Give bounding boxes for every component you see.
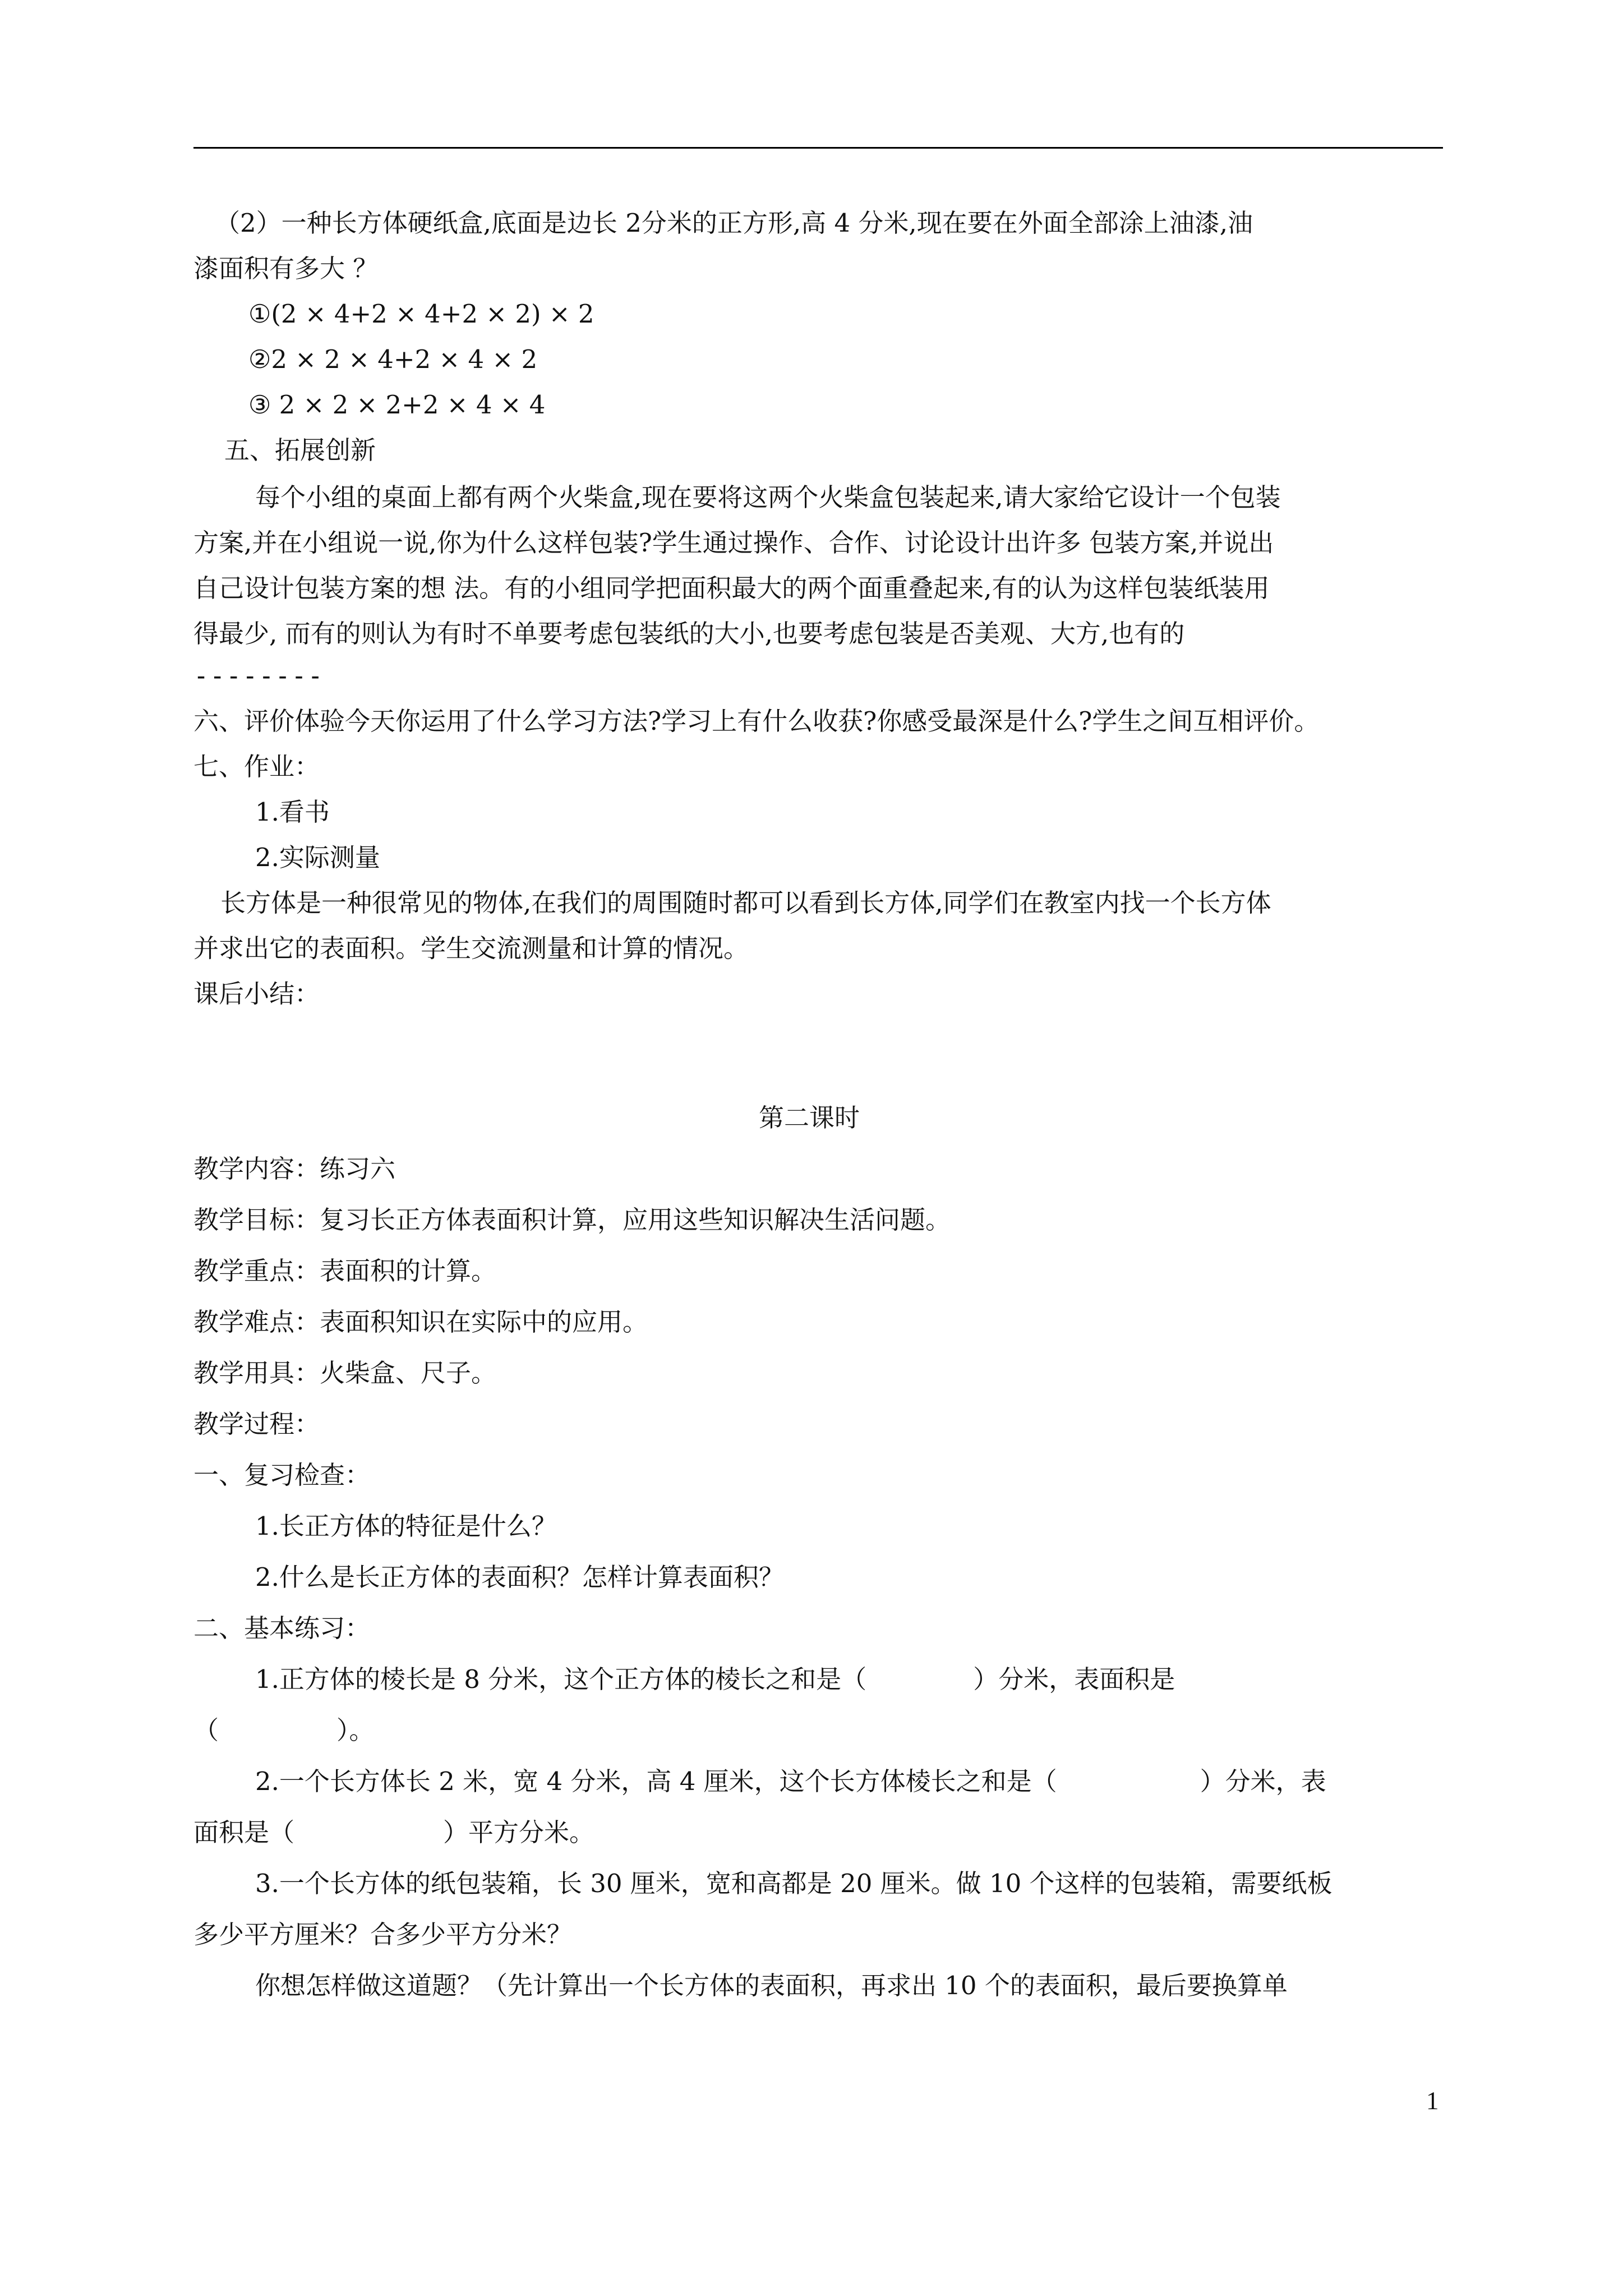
exercise-3-line-1: 3.一个长方体的纸包装箱，长 30 厘米，宽和高都是 20 厘米。做 10 个这样的包装箱，需要纸板	[255, 1869, 1332, 1898]
teaching-difficulty: 教学难点：表面积知识在实际中的应用。	[193, 1307, 648, 1337]
exercise-2-line-2	[193, 1816, 594, 1849]
homework-item-2: 2.实际测量	[255, 843, 380, 872]
heading-basic-practice: 二、基本练习：	[193, 1613, 371, 1643]
paragraph-5-line-4: 得最少, 而有的则认为有时不单要考虑包装纸的大小,也要考虑包装是否美观、大方,也有的	[193, 619, 1185, 648]
teaching-goal: 教学目标：复习长正方体表面积计算，应用这些知识解决生活问题。	[193, 1205, 951, 1235]
heading-expand-innovate: 五、拓展创新	[224, 435, 376, 465]
exercise-1-text-c: （	[193, 1715, 219, 1745]
exercise-1-text-d: ）。	[336, 1715, 375, 1745]
paragraph-5-line-2: 方案,并在小组说一说,你为什么这样包装?学生通过操作、合作、讨论设计出许多 包装方案,并说出	[193, 528, 1274, 558]
paragraph-7-line-2: 并求出它的表面积。学生交流测量和计算的情况。	[193, 933, 749, 963]
paragraph-5-line-1: 每个小组的桌面上都有两个火柴盒,现在要将这两个火柴盒包装起来,请大家给它设计一个包装	[255, 482, 1281, 512]
option-3: ③ 2 × 2 × 2+2 × 4 × 4	[248, 390, 546, 420]
dash-separator: --------	[193, 661, 324, 691]
heading-homework: 七、作业：	[193, 752, 320, 781]
option-2: ②2 × 2 × 4+2 × 4 × 2	[248, 344, 538, 374]
exercise-1-line-1	[255, 1663, 1175, 1696]
question-2-line-1: （2）一种长方体硬纸盒,底面是边长 2分米的正方形,高 4 分米,现在要在外面全部涂上油漆,油	[215, 208, 1253, 238]
review-question-1: 1.长正方体的特征是什么？	[255, 1511, 557, 1541]
exercise-3-line-2: 多少平方厘米？合多少平方分米？	[193, 1920, 573, 1949]
homework-item-1: 1.看书	[255, 797, 330, 827]
teaching-content: 教学内容：练习六	[193, 1154, 396, 1184]
question-2-line-2: 漆面积有多大 ？	[193, 254, 379, 283]
teaching-tools: 教学用具：火柴盒、尺子。	[193, 1358, 497, 1388]
header-rule	[193, 147, 1443, 149]
teaching-process: 教学过程：	[193, 1409, 320, 1439]
review-question-2: 2.什么是长正方体的表面积？怎样计算表面积？	[255, 1562, 784, 1592]
exercise-1-text-a: 1.正方体的棱长是 8 分米，这个正方体的棱长之和是（	[255, 1664, 867, 1694]
exercise-1-line-2	[193, 1714, 375, 1747]
page-number: 1	[1426, 2087, 1439, 2115]
exercise-2-line-1	[255, 1765, 1326, 1798]
exercise-1-text-b: ）分米，表面积是	[973, 1664, 1175, 1694]
teaching-key-point: 教学重点：表面积的计算。	[193, 1256, 497, 1286]
solution-thinking-line: 你想怎样做这道题？（先计算出一个长方体的表面积，再求出 10 个的表面积，最后要换算单	[255, 1971, 1288, 2000]
paragraph-5-line-3: 自己设计包装方案的想 法。有的小组同学把面积最大的两个面重叠起来,有的认为这样包装纸装用	[193, 573, 1270, 603]
paragraph-7-line-1: 长方体是一种很常见的物体,在我们的周围随时都可以看到长方体,同学们在教室内找一个长方体	[220, 888, 1271, 918]
heading-review: 一、复习检查：	[193, 1460, 371, 1490]
option-1: ①(2 × 4+2 × 4+2 × 2) × 2	[248, 299, 594, 329]
exercise-2-text-b: ）分米，表	[1200, 1766, 1326, 1796]
lesson-title: 第二课时	[759, 1103, 860, 1133]
exercise-2-text-d: ）平方分米。	[443, 1818, 595, 1847]
heading-evaluation: 六、评价体验今天你运用了什么学习方法?学习上有什么收获?你感受最深是什么?学生之间互相评价。	[193, 706, 1320, 736]
exercise-2-text-a: 2.一个长方体长 2 米，宽 4 分米，高 4 厘米，这个长方体棱长之和是（	[255, 1766, 1057, 1796]
exercise-2-text-c: 面积是（	[193, 1818, 295, 1847]
after-class-summary: 课后小结：	[193, 979, 320, 1009]
